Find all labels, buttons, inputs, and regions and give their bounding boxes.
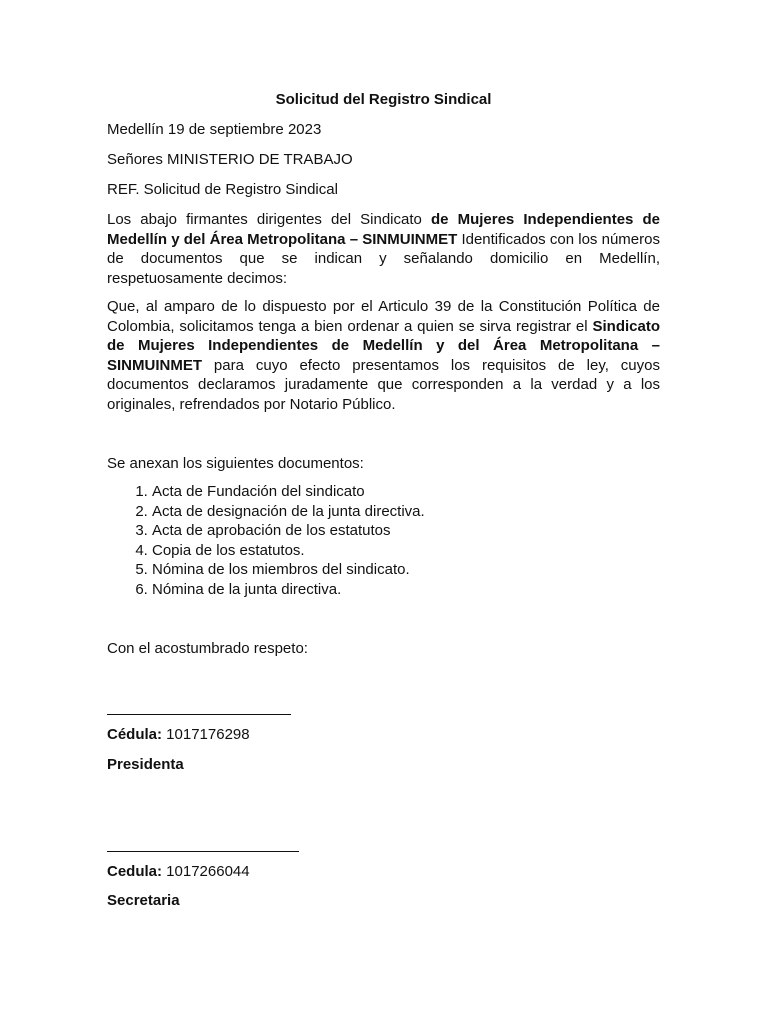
- signatory1-id: [107, 725, 660, 745]
- paragraph-request: [107, 297, 660, 414]
- signatory2-id-label: Cedula:: [107, 863, 163, 880]
- signatory2-role: [107, 891, 660, 911]
- date-line: Medellín 19 de septiembre 2023: [107, 121, 322, 138]
- paragraph2-rest: para cuyo efecto presentamos los requisitos de ley, cuyos documentos declaramos juradamente que corresponden a la verdad y a los originales, refrendados por Notario Público.: [107, 356, 660, 413]
- paragraph2-intro: Que, al amparo de lo dispuesto por el Articulo 39 de la Constitución Política de Colombia, solicitamos tenga a bien ordenar a quien se sirva registrar el: [107, 298, 660, 335]
- signature-line-1: [107, 714, 291, 715]
- annex-item: 1. Acta de Fundación del sindicato: [152, 482, 660, 502]
- signatory1-role: [107, 755, 660, 775]
- paragraph1-union-name: de Mujeres Independientes de Medellín y del Área Metropolitana – SINMUINMET: [107, 211, 660, 248]
- signatory1-role-text: Presidenta: [107, 756, 184, 773]
- signatory2-role-text: Secretaria: [107, 892, 180, 909]
- document-title: Solicitud del Registro Sindical: [275, 91, 492, 108]
- annex-item: 6. Nómina de la junta directiva.: [152, 580, 660, 600]
- document-page: [107, 90, 660, 911]
- paragraph1-rest: Identificados con los números de documentos que se indican y señalando domicilio en Medellín, respetuosamente decimos:: [107, 230, 660, 287]
- signatory2-id-number: 1017266044: [162, 863, 250, 880]
- paragraph-intro: [107, 210, 660, 288]
- paragraph1-intro: Los abajo firmantes dirigentes del Sindicato: [107, 211, 431, 228]
- paragraph2-union-name: Sindicato de Mujeres Independientes de Medellín y del Área Metropolitana – SINMUINMET: [107, 317, 660, 374]
- annex-item: 2. Acta de designación de la junta directiva.: [152, 502, 660, 522]
- annex-intro: Se anexan los siguientes documentos:: [107, 455, 364, 472]
- reference-line: REF. Solicitud de Registro Sindical: [107, 181, 338, 198]
- annex-item: 4. Copia de los estatutos.: [152, 541, 660, 561]
- addressee: Señores MINISTERIO DE TRABAJO: [107, 151, 353, 168]
- signatory1-id-label: Cédula:: [107, 726, 163, 743]
- annex-list: [107, 482, 660, 599]
- annex-item: 3. Acta de aprobación de los estatutos: [152, 521, 660, 541]
- signatory2-id: [107, 862, 660, 882]
- closing-line: Con el acostumbrado respeto:: [107, 640, 308, 657]
- signature-line-2: [107, 851, 299, 852]
- annex-item: 5. Nómina de los miembros del sindicato.: [152, 560, 660, 580]
- signatory1-id-number: 1017176298: [162, 726, 250, 743]
